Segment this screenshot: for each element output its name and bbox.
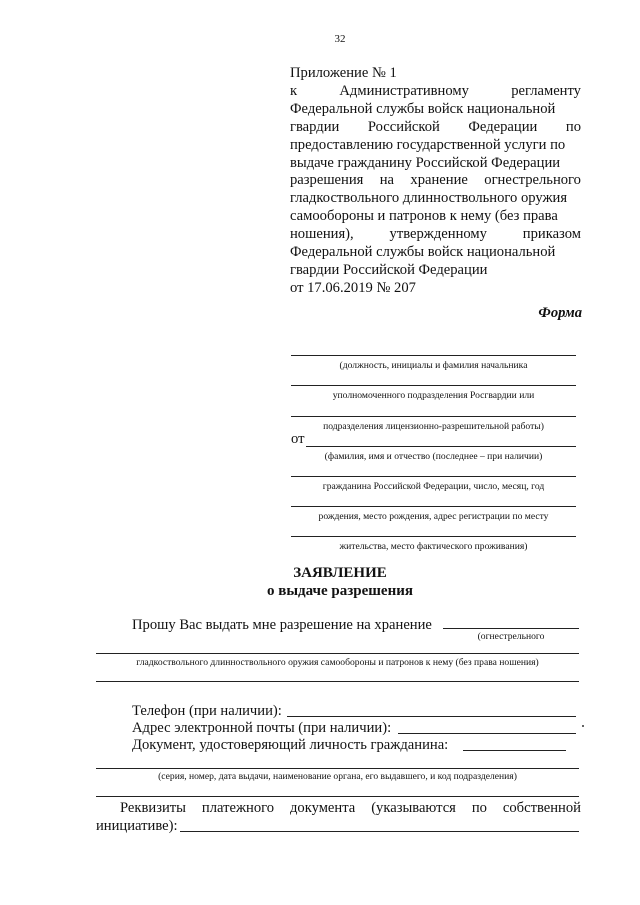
phone-label: Телефон (при наличии):	[132, 703, 282, 719]
appendix-word: Административному	[339, 82, 469, 99]
appendix-line-2: Федеральной службы войск национальной	[290, 100, 556, 117]
appendix-word: утвержденному	[389, 226, 487, 243]
payment-word: по	[471, 800, 487, 816]
form-title: ЗАЯВЛЕНИЕ	[293, 565, 387, 581]
appendix-word: хранение	[410, 172, 468, 189]
document-detail-field[interactable]	[96, 768, 579, 769]
weapon-type-caption: (огнестрельного	[477, 631, 545, 642]
appendix-line-8: самообороны и патронов к нему (без права	[290, 208, 558, 225]
appendix-line-1	[290, 83, 581, 101]
weapon-detail-caption: гладкоствольного длинноствольного оружия самообороны и патронов к нему (без права ношения)	[136, 657, 539, 668]
appendix-word: на	[379, 172, 395, 189]
appendix-order-date: от 17.06.2019 № 207	[290, 279, 416, 296]
appendix-line-9	[290, 226, 581, 244]
payment-word: документа	[289, 800, 356, 816]
addressee-field-3[interactable]	[291, 416, 576, 417]
appendix-word: по	[565, 118, 581, 135]
email-label: Адрес электронной почты (при наличии):	[132, 720, 392, 736]
payment-word: (указываются	[371, 800, 456, 816]
payment-word: собственной	[502, 800, 581, 816]
applicant-field-4[interactable]	[291, 536, 576, 537]
applicant-caption-4: жительства, место фактического проживания)	[339, 541, 528, 552]
addressee-caption-2: уполномоченного подразделения Росгвардии или	[332, 390, 535, 401]
appendix-word: к	[290, 82, 298, 99]
appendix-word: Федерации	[468, 118, 538, 135]
document-detail-field-2[interactable]	[96, 796, 579, 797]
weapon-detail-field[interactable]	[96, 653, 579, 654]
document-field[interactable]	[463, 750, 566, 751]
appendix-line-4: предоставлению государственной услуги по	[290, 136, 566, 153]
appendix-line-7: гладкоствольного длинноствольного оружия	[290, 190, 568, 207]
appendix-word: разрешения	[290, 172, 364, 189]
addressee-field-2[interactable]	[291, 385, 576, 386]
weapon-type-field[interactable]	[443, 628, 579, 629]
request-text: Прошу Вас выдать мне разрешение на хранение	[132, 617, 432, 633]
appendix-line-5: выдаче гражданину Российской Федерации	[290, 154, 561, 171]
margin-mark	[582, 725, 584, 727]
appendix-word: огнестрельного	[484, 172, 581, 189]
appendix-word: Российской	[367, 118, 440, 135]
payment-field[interactable]	[180, 831, 579, 832]
form-subtitle: о выдаче разрешения	[266, 583, 413, 599]
applicant-field-2[interactable]	[291, 476, 576, 477]
email-field[interactable]	[398, 733, 576, 734]
applicant-name-field[interactable]	[306, 446, 576, 447]
payment-word: Реквизиты	[120, 800, 186, 816]
payment-line-2: инициативе):	[96, 818, 178, 834]
page-number: 32	[334, 33, 346, 45]
addressee-caption-1: (должность, инициалы и фамилия начальника	[339, 360, 528, 371]
payment-line-1	[120, 800, 581, 817]
appendix-block	[290, 65, 581, 298]
applicant-field-3[interactable]	[291, 506, 576, 507]
applicant-caption-2: гражданина Российской Федерации, число, месяц, год	[322, 481, 545, 492]
applicant-caption-3: рождения, место рождения, адрес регистрации по месту	[318, 511, 549, 522]
appendix-line-11: гвардии Российской Федерации	[290, 261, 488, 278]
phone-field[interactable]	[287, 716, 576, 717]
appendix-word: регламенту	[511, 82, 581, 99]
payment-word: платежного	[201, 800, 275, 816]
addressee-field-1[interactable]	[291, 355, 576, 356]
addressee-caption-3: подразделения лицензионно-разрешительной работы)	[323, 421, 544, 432]
weapon-detail-field-2[interactable]	[96, 681, 579, 682]
form-label: Форма	[538, 305, 582, 321]
appendix-header: Приложение № 1	[290, 65, 397, 81]
appendix-word: ношения),	[290, 226, 354, 243]
appendix-word: гвардии	[290, 118, 340, 135]
appendix-line-6	[290, 172, 581, 190]
applicant-caption-1: (фамилия, имя и отчество (последнее – при наличии)	[324, 451, 543, 462]
appendix-line-10: Федеральной службы войск национальной	[290, 244, 556, 261]
appendix-line-3	[290, 119, 581, 137]
document-label: Документ, удостоверяющий личность гражданина:	[132, 737, 449, 753]
appendix-word: приказом	[522, 226, 581, 243]
document-caption: (серия, номер, дата выдачи, наименование органа, его выдавшего, и код подразделения)	[158, 771, 517, 782]
from-label: от	[291, 431, 305, 447]
